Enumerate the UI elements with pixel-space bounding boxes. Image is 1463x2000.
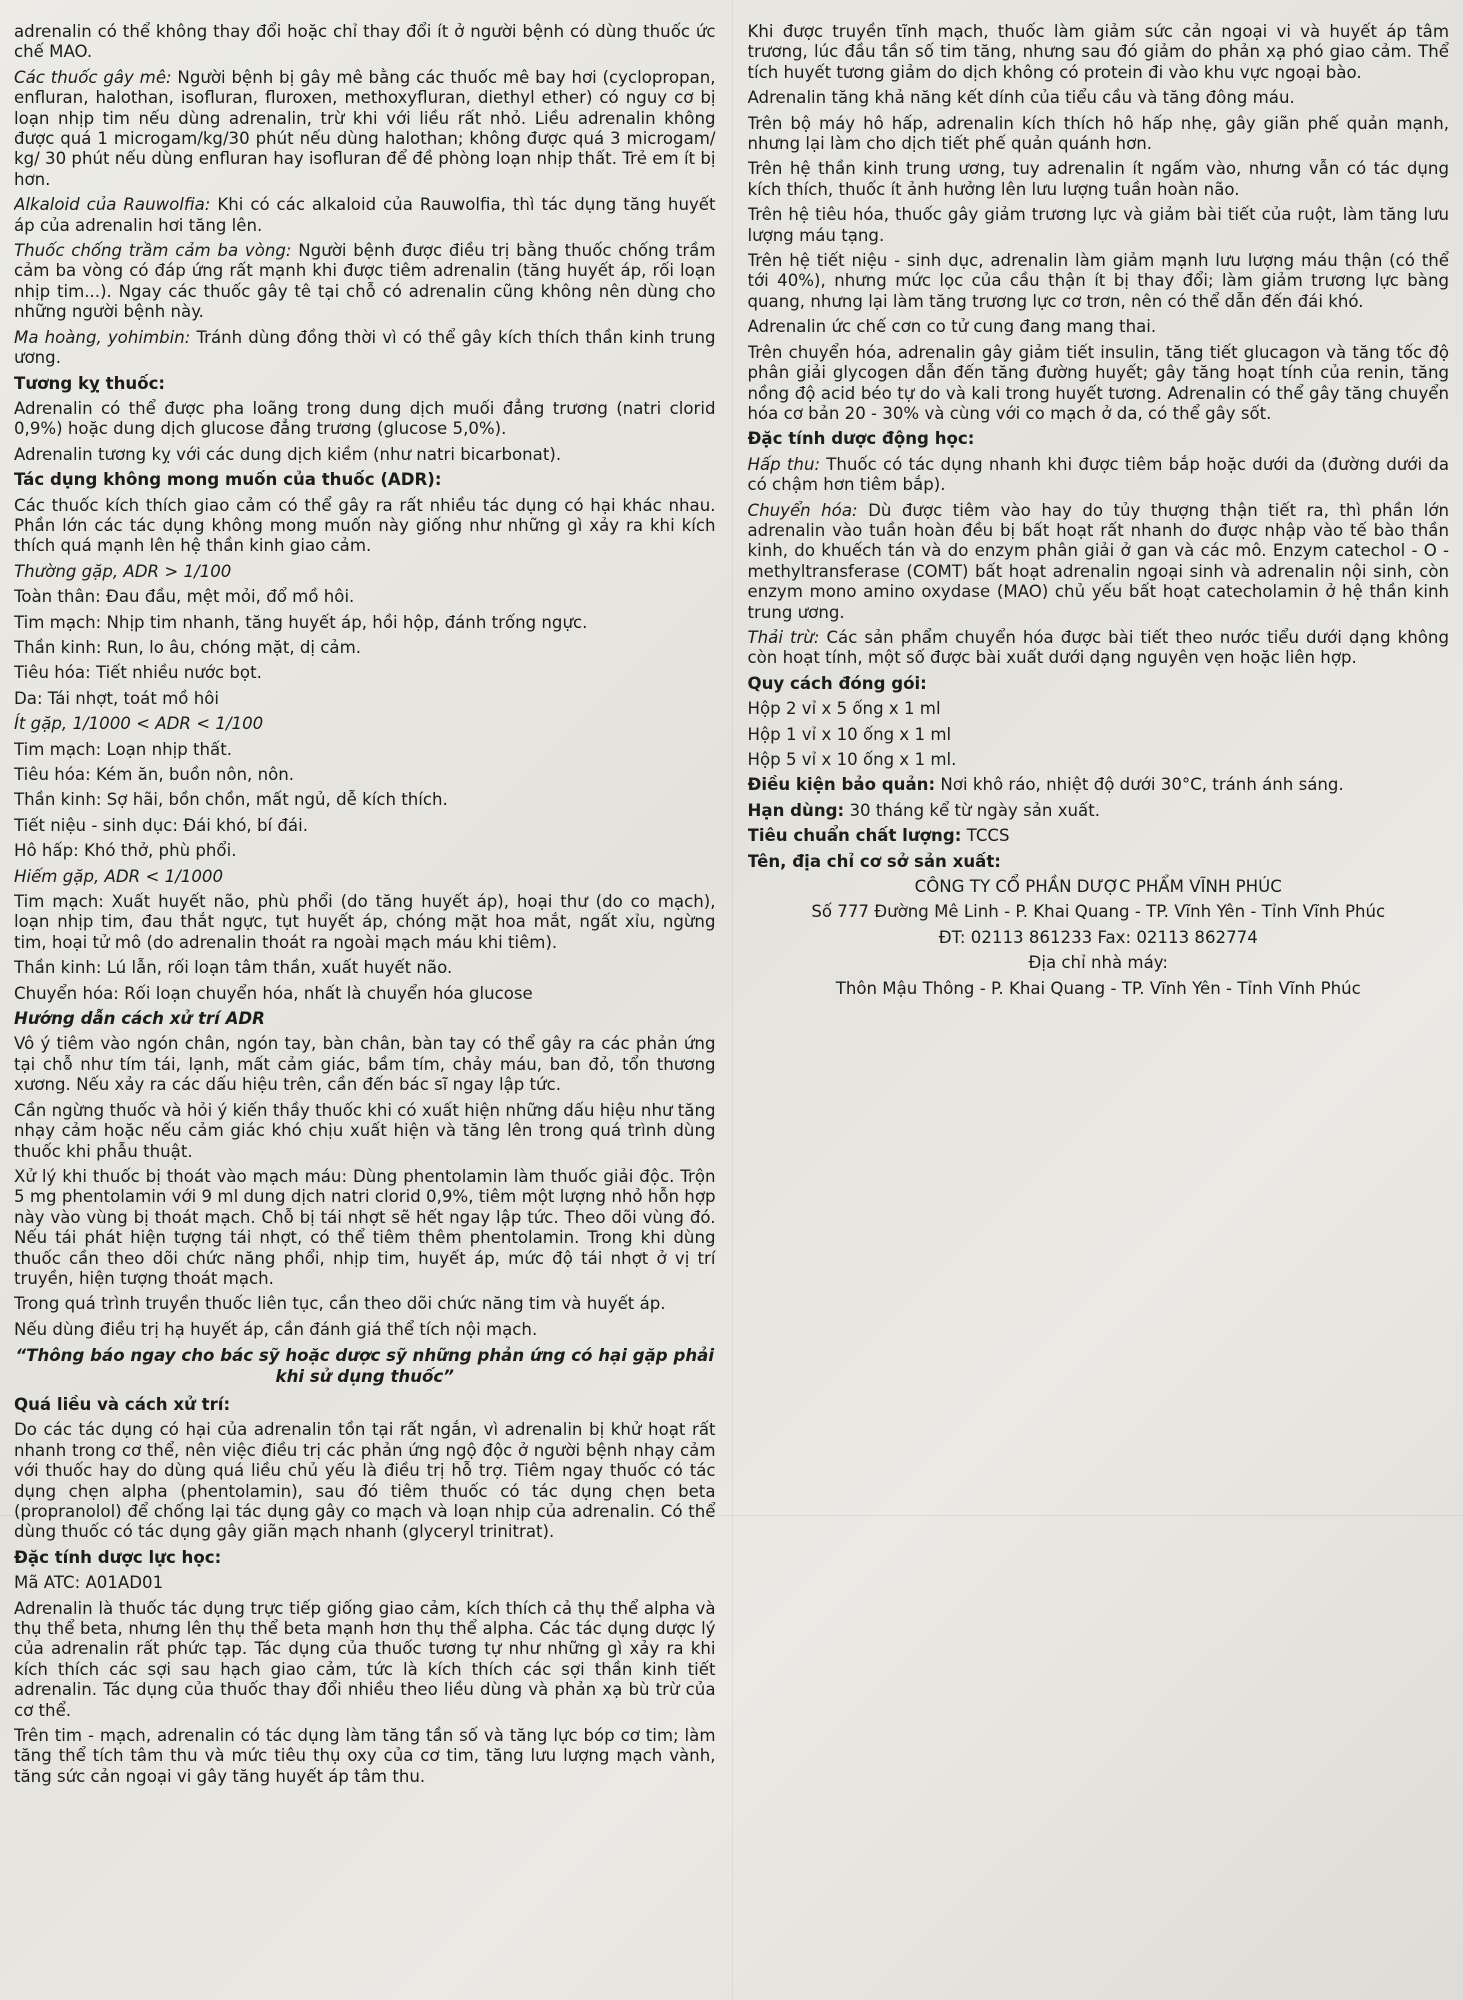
- inline-label: Các thuốc gây mê:: [14, 67, 172, 87]
- paragraph-text: Thần kinh: Run, lo âu, chóng mặt, dị cảm.: [14, 637, 362, 657]
- section-heading: Tác dụng không mong muốn của thuốc (ADR):: [14, 470, 442, 490]
- section-heading: Hướng dẫn cách xử trí ADR: [14, 1009, 265, 1029]
- section-heading: Hạn dùng:: [747, 800, 845, 820]
- paragraph-text: TCCS: [961, 826, 1010, 846]
- paragraph-text: Khi được truyền tĩnh mạch, thuốc làm giảm sức cản ngoại vi và huyết áp tâm trương, lúc đầu tần số tim tăng, nhưng sau đó giảm do phản xạ phó giao cảm. Thể tích huyết tương giảm do dịch không có protein đi vào khu vực ngoại bào.: [747, 22, 1449, 82]
- section-heading: Quy cách đóng gói:: [747, 673, 927, 693]
- text-paragraph: [748, 750, 1450, 770]
- paragraph-text: Adrenalin là thuốc tác dụng trực tiếp giống giao cảm, kích thích cả thụ thể alpha và thụ thể beta, nhưng lên thụ thể beta mạnh hơn thụ thể alpha. Các tác dụng dược lý của adrenalin rất phức tạp. Tác dụng của thuốc tương tự như những gì xảy ra khi kích thích các sợi sau hạch giao cảm, tức là kích thích các sợi thần kinh tiết adrenalin. Tác dụng của thuốc thay đổi nhiều theo liều dùng và phản xạ bù trừ của cơ thể.: [14, 1598, 716, 1720]
- text-paragraph: [14, 1420, 716, 1542]
- text-paragraph: [14, 1320, 716, 1340]
- notice-quote: “Thông báo ngay cho bác sỹ hoặc dược sỹ những phản ứng có hại gặp phải khi sử dụng thuốc”: [15, 1346, 715, 1386]
- manufacturer-line: CÔNG TY CỔ PHẦN DƯỢC PHẨM VĨNH PHÚC: [914, 877, 1282, 897]
- text-paragraph: [14, 663, 716, 683]
- paragraph-text: Do các tác dụng có hại của adrenalin tồn tại rất ngắn, vì adrenalin bị khử hoạt rất nhanh trong cơ thể, nên việc điều trị các phản ứng ngộ độc ở người bệnh nhạy cảm với thuốc hay do dùng quá liều chủ yếu là điều trị hỗ trợ. Tiêm ngay thuốc có tác dụng chẹn alpha (phentolamin), sau đó tiêm thuốc có tác dụng chẹn beta (propranolol) để chống lại tác dụng gây co mạch và loạn nhịp của adrenalin. Có thể dùng thuốc có tác dụng gây giãn mạch nhanh (glyceryl trinitrat).: [14, 1420, 716, 1542]
- text-paragraph: [14, 867, 716, 887]
- text-paragraph: [14, 958, 716, 978]
- manufacturer-line: ĐT: 02113 861233 Fax: 02113 862774: [938, 927, 1258, 947]
- section-heading: Tiêu chuẩn chất lượng:: [747, 826, 962, 846]
- inline-label: Thuốc chống trầm cảm ba vòng:: [14, 241, 292, 261]
- paragraph-text: Các thuốc kích thích giao cảm có thể gây ra rất nhiều tác dụng có hại khác nhau. Phần lớn các tác dụng không mong muốn này giống như những gì xảy ra khi kích thích quá mạnh lên hệ thần kinh giao cảm.: [14, 495, 716, 556]
- text-paragraph: [14, 984, 716, 1004]
- paragraph-text: Mã ATC: A01AD01: [14, 1573, 164, 1593]
- paragraph-text: Nơi khô ráo, nhiệt độ dưới 30°C, tránh ánh sáng.: [935, 775, 1344, 795]
- text-paragraph: [14, 68, 716, 190]
- text-paragraph: [14, 399, 716, 440]
- text-paragraph: [748, 317, 1450, 337]
- text-paragraph: [14, 1167, 716, 1289]
- paragraph-text: Trên hệ tiêu hóa, thuốc gây giảm trương lực và giảm bài tiết của ruột, làm tăng lưu lượng máu tạng.: [747, 205, 1449, 245]
- paragraph-text: Tim mạch: Nhịp tim nhanh, tăng huyết áp, hồi hộp, đánh trống ngực.: [14, 612, 588, 632]
- paragraph-text: Toàn thân: Đau đầu, mệt mỏi, đổ mồ hôi.: [14, 587, 355, 607]
- text-paragraph: [14, 562, 716, 582]
- text-paragraph: [748, 88, 1450, 108]
- inline-label: Thải trừ:: [747, 627, 820, 647]
- paragraph-text: Trên bộ máy hô hấp, adrenalin kích thích hô hấp nhẹ, gây giãn phế quản mạnh, nhưng lại làm cho dịch tiết phế quản quánh hơn.: [747, 113, 1449, 154]
- paragraph-text: Trên tim - mạch, adrenalin có tác dụng làm tăng tần số và tăng lực bóp cơ tim; làm tăng thể tích tâm thu và mức tiêu thụ oxy của cơ tim, tăng lưu lượng mạch vành, tăng sức cản ngoại vi gây tăng huyết áp tâm thu.: [14, 1726, 716, 1786]
- paragraph-text: adrenalin có thể không thay đổi hoặc chỉ thay đổi ít ở người bệnh có dùng thuốc ức chế MAO.: [14, 22, 716, 62]
- section-paragraph: [748, 775, 1450, 795]
- paragraph-text: Khi có các alkaloid của Rauwolfia, thì tác dụng tăng huyết áp của adrenalin hơi tăng lên.: [14, 195, 716, 235]
- paragraph-text: Hộp 1 vỉ x 10 ống x 1 ml: [747, 724, 952, 744]
- text-paragraph: [14, 790, 716, 810]
- text-paragraph: [748, 251, 1450, 312]
- text-paragraph: [14, 892, 716, 953]
- manufacturer-line: Số 777 Đường Mê Linh - P. Khai Quang - TP. Vĩnh Yên - Tỉnh Vĩnh Phúc: [811, 902, 1386, 922]
- section-paragraph: [748, 826, 1450, 846]
- paragraph-text: Da: Tái nhợt, toát mồ hôi: [14, 688, 219, 708]
- paragraph-text: Người bệnh bị gây mê bằng các thuốc mê bay hơi (cyclopropan, enfluran, halothan, isofluran, fluroxen, methoxyfluran, diethyl ether) có nguy cơ bị loạn nhịp tim nếu dùng adrenalin, trừ khi với liều rất nhỏ. Liều adrenalin không được quá 1 microgam/kg/30 phút nếu dùng halothan; không được quá 3 microgam/ kg/ 30 phút nếu dùng enfluran hay isofluran để đề phòng loạn nhịp thất. Trẻ em ít bị hơn.: [14, 67, 716, 189]
- fold-line-vertical: [732, 0, 733, 2000]
- paragraph-text: Vô ý tiêm vào ngón chân, ngón tay, bàn chân, bàn tay có thể gây ra các phản ứng tại chỗ như tím tái, lạnh, mất cảm giác, bầm tím, chảy máu, ban đỏ, tổn thương xương. Nếu xảy ra các dấu hiệu trên, cần đến bác sĩ ngay lập tức.: [14, 1034, 716, 1095]
- text-paragraph: [748, 501, 1450, 623]
- paragraph-text: Adrenalin tăng khả năng kết dính của tiểu cầu và tăng đông máu.: [747, 88, 1295, 108]
- text-paragraph: [14, 1599, 716, 1721]
- text-paragraph: [748, 725, 1450, 745]
- text-paragraph: [14, 841, 716, 861]
- text-paragraph: [14, 1726, 716, 1787]
- text-paragraph: [14, 1034, 716, 1095]
- text-paragraph: [748, 159, 1450, 200]
- paragraph-text: 30 tháng kể từ ngày sản xuất.: [844, 800, 1100, 820]
- text-paragraph: [14, 22, 716, 63]
- paragraph-text: Trên chuyển hóa, adrenalin gây giảm tiết insulin, tăng tiết glucagon và tăng tốc độ phân giải glycogen dẫn đến tăng đường huyết; gây tăng hoạt tính của renin, tăng nồng độ acid béo tự do và kali trong huyết tương. Adrenalin có thể gây tăng chuyển hóa cơ bản 20 - 30% và cùng với co mạch ở da, có thể gây sốt.: [747, 342, 1449, 423]
- paragraph-text: Tránh dùng đồng thời vì có thể gây kích thích thần kinh trung ương.: [14, 327, 716, 368]
- right-column: [748, 22, 1450, 1986]
- text-paragraph: [748, 22, 1450, 83]
- inline-label: Ma hoàng, yohimbin:: [14, 327, 191, 347]
- text-paragraph: [748, 205, 1450, 246]
- text-paragraph: [14, 195, 716, 236]
- paragraph-text: Tim mạch: Xuất huyết não, phù phổi (do tăng huyết áp), hoại thư (do co mạch), loạn nhịp tim, đau thắt ngực, tụt huyết áp, chóng mặt hoa mắt, ngất xỉu, ngừng tim, hoại tử mô (do adrenalin thoát ra ngoài mạch máu khi tiêm).: [14, 892, 716, 952]
- manufacturer-line: Địa chỉ nhà máy:: [1028, 953, 1168, 973]
- manufacturer-line: Thôn Mậu Thông - P. Khai Quang - TP. Vĩnh Yên - Tỉnh Vĩnh Phúc: [835, 978, 1361, 998]
- section-paragraph: [14, 1548, 716, 1568]
- section-paragraph: [748, 801, 1450, 821]
- paragraph-text: Người bệnh được điều trị bằng thuốc chống trầm cảm ba vòng có đáp ứng rất mạnh khi được tiêm adrenalin (tăng huyết áp, rối loạn nhịp tim...). Ngay các thuốc gây tê tại chỗ có adrenalin cũng không nên dùng cho những người bệnh này.: [14, 241, 716, 322]
- text-paragraph: [14, 740, 716, 760]
- section-heading: Đặc tính dược lực học:: [14, 1547, 222, 1567]
- inline-label: Alkaloid của Rauwolfia:: [14, 195, 211, 215]
- paragraph-text: Xử lý khi thuốc bị thoát vào mạch máu: Dùng phentolamin làm thuốc giải độc. Trộn 5 mg phentolamin với 9 ml dung dịch natri clorid 0,9%, tiêm một lượng nhỏ hỗn hợp này vào vùng bị thoát mạch. Chỗ bị tái nhợt sẽ hết ngay lập tức. Theo dõi vùng đó. Nếu tái phát hiện tượng tái nhợt, có thể tiêm thêm phentolamin. Trong khi dùng thuốc cần theo dõi chức năng phổi, nhịp tim, huyết áp, mức độ tái nhợt ở vị trí truyền, hiện tượng thoát mạch.: [14, 1166, 716, 1288]
- section-paragraph: [14, 1395, 716, 1415]
- left-column: [14, 22, 716, 1986]
- fold-line-horizontal: [0, 1515, 1463, 1516]
- paragraph-text: Nếu dùng điều trị hạ huyết áp, cần đánh giá thể tích nội mạch.: [14, 1319, 538, 1339]
- paragraph-text: Trong quá trình truyền thuốc liên tục, cần theo dõi chức năng tim và huyết áp.: [14, 1294, 666, 1314]
- text-paragraph: [14, 613, 716, 633]
- paragraph-text: Trên hệ tiết niệu - sinh dục, adrenalin làm giảm mạnh lưu lượng máu thận (có thể tới 40%), nhưng mức lọc của cầu thận ít bị thay đổi; làm giảm trương lực bàng quang, nhưng lại làm tăng trương lực cơ trơn, nên có thể dẫn đến đái khó.: [747, 251, 1449, 311]
- section-heading: Quá liều và cách xử trí:: [14, 1394, 231, 1414]
- paragraph-text: Tiêu hóa: Kém ăn, buồn nôn, nôn.: [14, 765, 295, 784]
- paragraph-text: Tiết niệu - sinh dục: Đái khó, bí đái.: [14, 815, 308, 835]
- paragraph-text: Adrenalin ức chế cơn co tử cung đang mang thai.: [747, 317, 1157, 337]
- inline-label: Ít gặp, 1/1000 < ADR < 1/100: [14, 714, 264, 734]
- text-paragraph: [14, 1573, 716, 1593]
- paragraph-text: Hộp 5 vỉ x 10 ống x 1 ml.: [747, 750, 957, 769]
- paragraph-text: Tiêu hóa: Tiết nhiều nước bọt.: [14, 663, 262, 683]
- text-paragraph: [14, 328, 716, 369]
- text-paragraph: [14, 638, 716, 658]
- paragraph-text: Trên hệ thần kinh trung ương, tuy adrenalin ít ngấm vào, nhưng vẫn có tác dụng kích thích, thuốc ít ảnh hưởng lên lưu lượng tuần hoàn não.: [747, 159, 1449, 199]
- text-paragraph: [14, 765, 716, 785]
- inline-label: Hiếm gặp, ADR < 1/1000: [14, 866, 224, 886]
- inline-label: Hấp thu:: [747, 454, 821, 474]
- text-paragraph: [14, 496, 716, 557]
- text-paragraph: [14, 1101, 716, 1162]
- section-paragraph: [748, 852, 1450, 872]
- paragraph-text: Thần kinh: Lú lẫn, rối loạn tâm thần, xuất huyết não.: [14, 958, 453, 978]
- text-paragraph: [748, 628, 1450, 669]
- paragraph-text: Cần ngừng thuốc và hỏi ý kiến thầy thuốc khi có xuất hiện những dấu hiệu như tăng nhạy cảm hoặc nếu cảm giác khó chịu xuất hiện và tăng lên trong quá trình dùng thuốc khi phẫu thuật.: [14, 1100, 716, 1161]
- section-heading: Điều kiện bảo quản:: [747, 775, 936, 795]
- paragraph-text: Hô hấp: Khó thở, phù phổi.: [14, 841, 237, 861]
- paragraph-text: Adrenalin tương kỵ với các dung dịch kiềm (như natri bicarbonat).: [14, 444, 562, 464]
- text-paragraph: [14, 587, 716, 607]
- paragraph-text: Tim mạch: Loạn nhịp thất.: [14, 739, 233, 759]
- text-paragraph: [748, 114, 1450, 155]
- text-paragraph: [748, 699, 1450, 719]
- text-paragraph: [14, 241, 716, 323]
- paragraph-text: Adrenalin có thể được pha loãng trong dung dịch muối đẳng trương (natri clorid 0,9%) hoặc dung dịch glucose đẳng trương (glucose 5,0%).: [14, 398, 716, 439]
- section-heading: Tương kỵ thuốc:: [14, 373, 166, 393]
- inline-label: Thường gặp, ADR > 1/100: [14, 561, 232, 581]
- paragraph-text: Chuyển hóa: Rối loạn chuyển hóa, nhất là chuyển hóa glucose: [14, 983, 533, 1003]
- section-paragraph: [14, 470, 716, 490]
- text-paragraph: [14, 1294, 716, 1314]
- text-paragraph: [748, 455, 1450, 496]
- text-paragraph: [748, 343, 1450, 425]
- paragraph-text: Các sản phẩm chuyển hóa được bài tiết theo nước tiểu dưới dạng không còn hoạt tính, một số được bài xuất dưới dạng nguyên vẹn hoặc liên hợp.: [747, 627, 1449, 668]
- text-paragraph: [14, 689, 716, 709]
- text-paragraph: [14, 445, 716, 465]
- paragraph-text: Hộp 2 vỉ x 5 ống x 1 ml: [747, 699, 941, 719]
- text-paragraph: [14, 816, 716, 836]
- section-heading: Tên, địa chỉ cơ sở sản xuất:: [747, 851, 1001, 871]
- section-paragraph: [14, 1009, 716, 1029]
- section-heading: Đặc tính dược động học:: [747, 429, 975, 449]
- text-paragraph: [14, 714, 716, 734]
- paragraph-text: Thần kinh: Sợ hãi, bồn chồn, mất ngủ, dễ kích thích.: [14, 790, 448, 810]
- section-paragraph: [14, 374, 716, 394]
- section-paragraph: [748, 674, 1450, 694]
- section-paragraph: [748, 429, 1450, 449]
- paragraph-text: Thuốc có tác dụng nhanh khi được tiêm bắp hoặc dưới da (đường dưới da có chậm hơn tiêm bắp).: [747, 454, 1449, 495]
- paragraph-text: Dù được tiêm vào hay do tủy thượng thận tiết ra, thì phần lớn adrenalin vào tuần hoàn đều bị bất hoạt rất nhanh do được nhập vào tế bào thần kinh, do khuếch tán và do enzym phân giải ở gan và các mô. Enzym catechol - O - methyltransferase (COMT) bất hoạt adrenalin ngoại sinh và adrenalin nội sinh, còn enzym mono amino oxydase (MAO) chủ yếu bất hoạt catecholamin ở hệ thần kinh trung ương.: [747, 500, 1449, 622]
- inline-label: Chuyển hóa:: [747, 500, 858, 520]
